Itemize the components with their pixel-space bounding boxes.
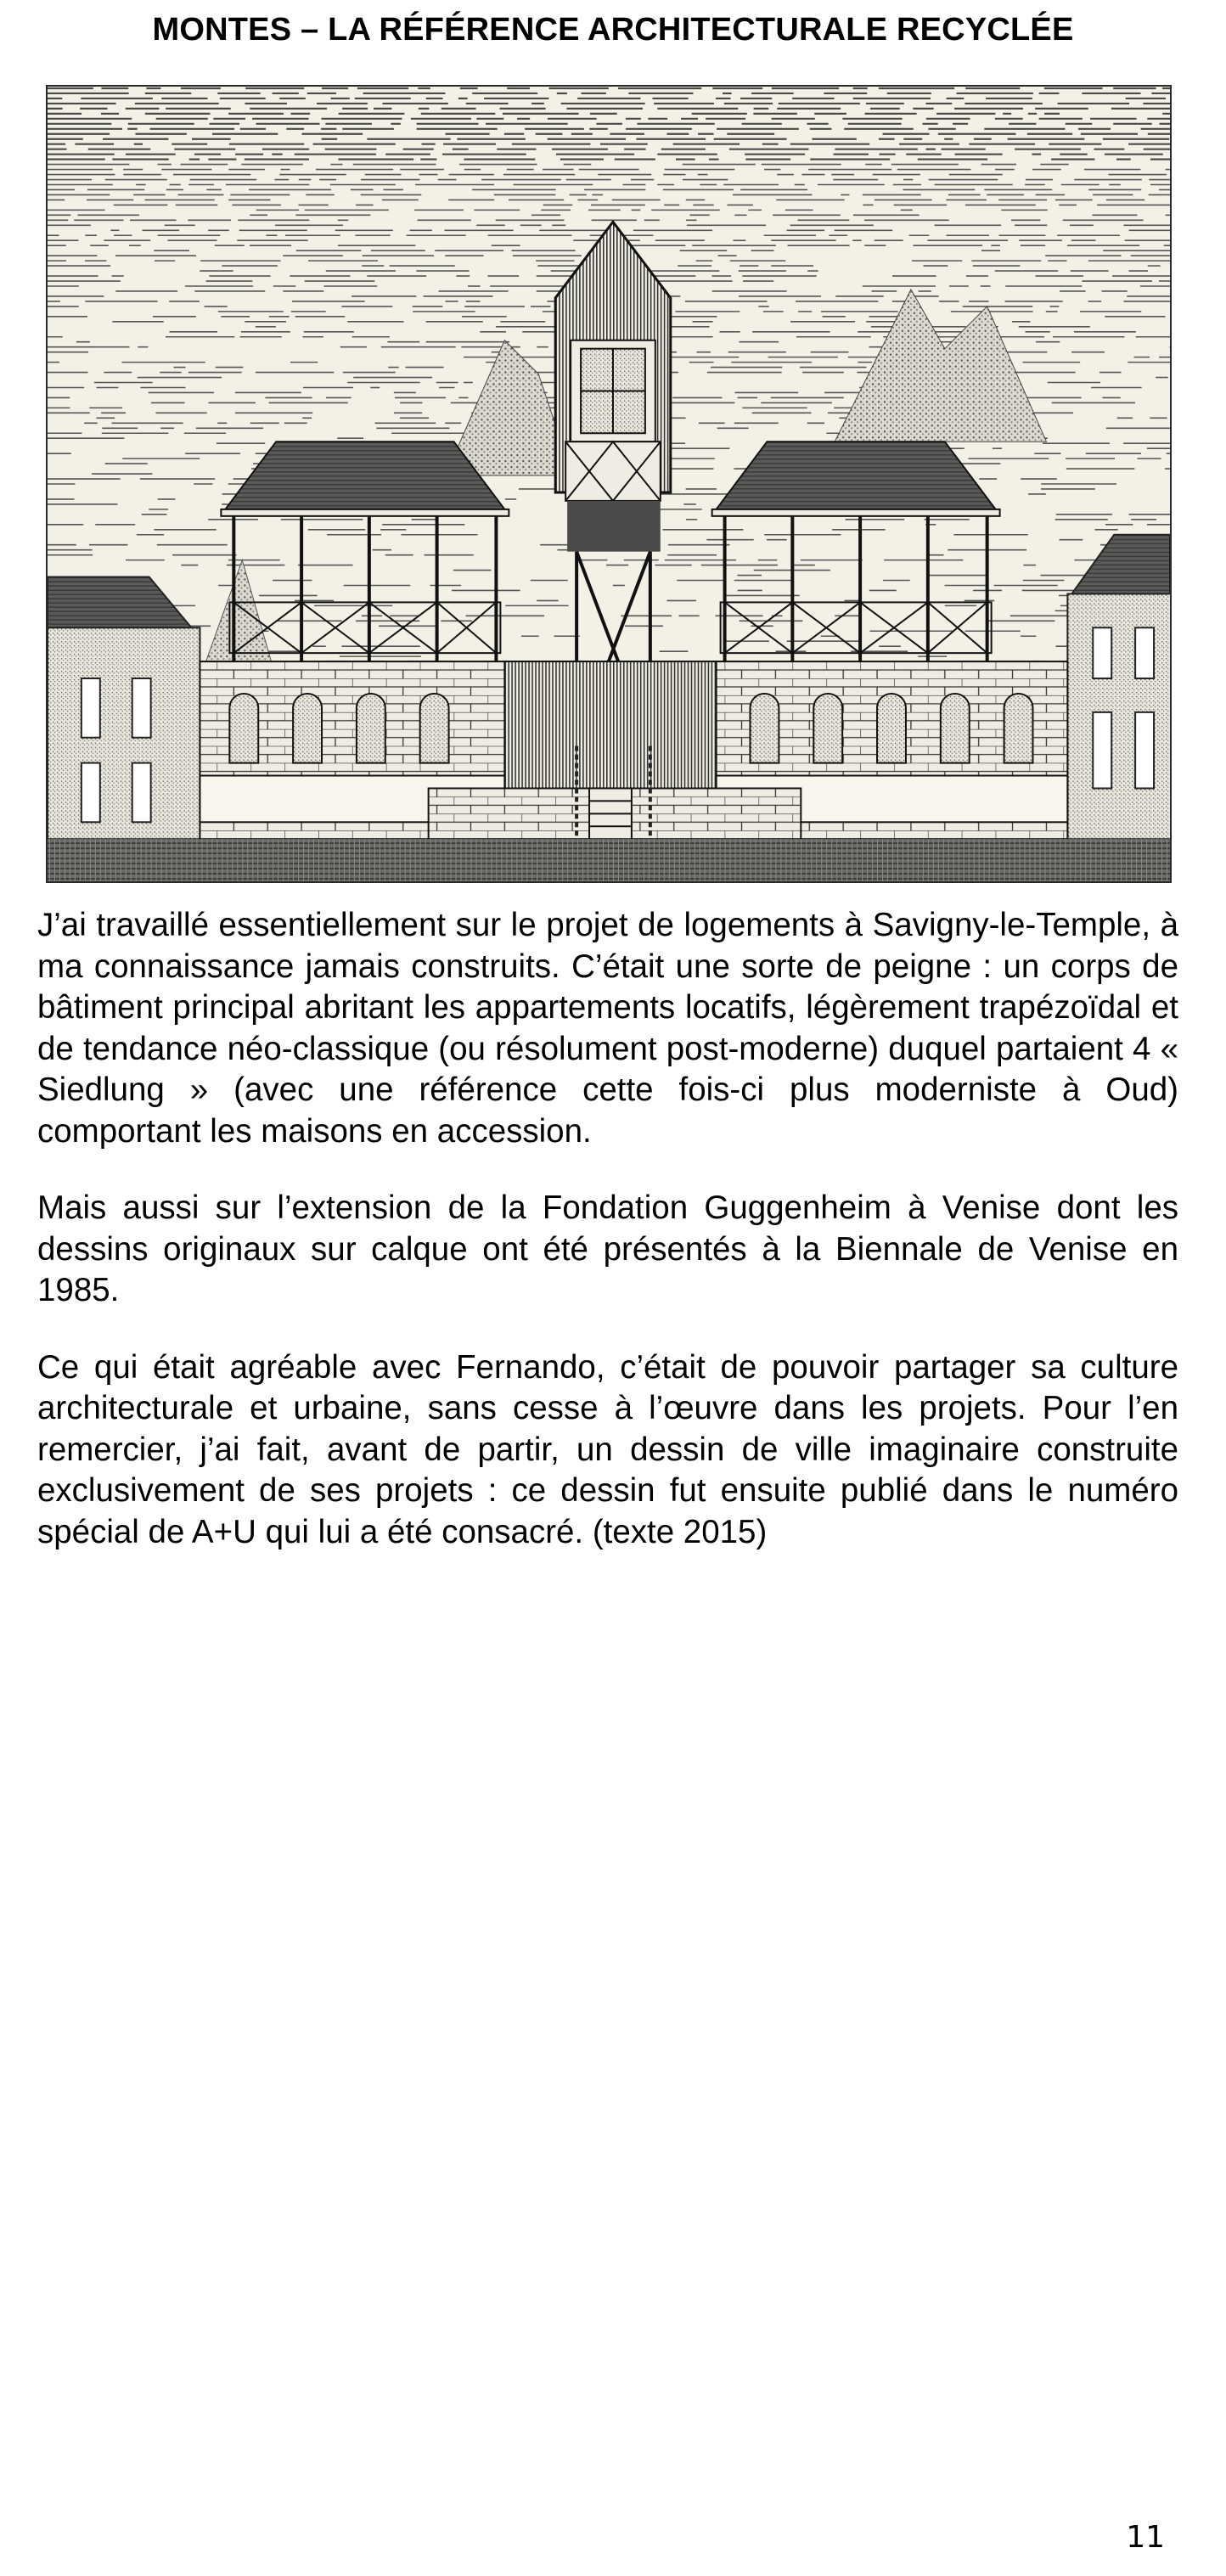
tree-right [835,290,1046,442]
arched-window [229,694,258,763]
page-number: 11 [1126,2520,1165,2555]
arched-window [1004,694,1033,763]
left-pavilion [221,442,509,661]
architectural-drawing [46,85,1172,883]
left-side-building [48,577,200,840]
right-pavilion [712,442,1000,661]
right-side-building [1067,535,1170,839]
elevation-illustration [48,87,1170,881]
arched-window [420,694,449,763]
arched-window [813,694,842,763]
page-title: MONTES – LA RÉFÉRENCE ARCHITECTURALE RECYCLÉE [152,12,1074,48]
paragraph: Ce qui était agréable avec Fernando, c’était de pouvoir partager sa culture architecturale et urbaine, sans cesse à l’œuvre dans les projets. Pour l’en remercier, j’ai fait, avant de partir, un dessin de ville imaginaire construite exclusivement de ses projets : ce dessin fut ensuite publié dans le numéro spécial de A+U qui lui a été consacré. (texte 2015) [37,1348,1178,1550]
paragraph: Mais aussi sur l’extension de la Fondation Guggenheim à Venise dont les dessins originaux sur calque ont été présentés à la Biennale de Venise en 1985. [37,1190,1178,1308]
arched-window [750,694,779,763]
arched-window [357,694,385,763]
body-text [37,905,1178,1589]
arched-window [941,694,970,763]
main-facade [200,661,1067,864]
arched-window [877,694,906,763]
arched-window [293,694,322,763]
paragraph: J’ai travaillé essentiellement sur le projet de logements à Savigny-le-Temple, à ma connaissance jamais construits. C’était une sorte de peigne : un corps de bâtiment principal abritant les appartements locatifs, légèrement trapézoïdal et de tendance néo-classique (ou résolument post-moderne) duquel partaient 4 « Siedlung » (avec une référence cette fois-ci plus moderniste à Oud) comportant les maisons en accession. [37,907,1178,1150]
